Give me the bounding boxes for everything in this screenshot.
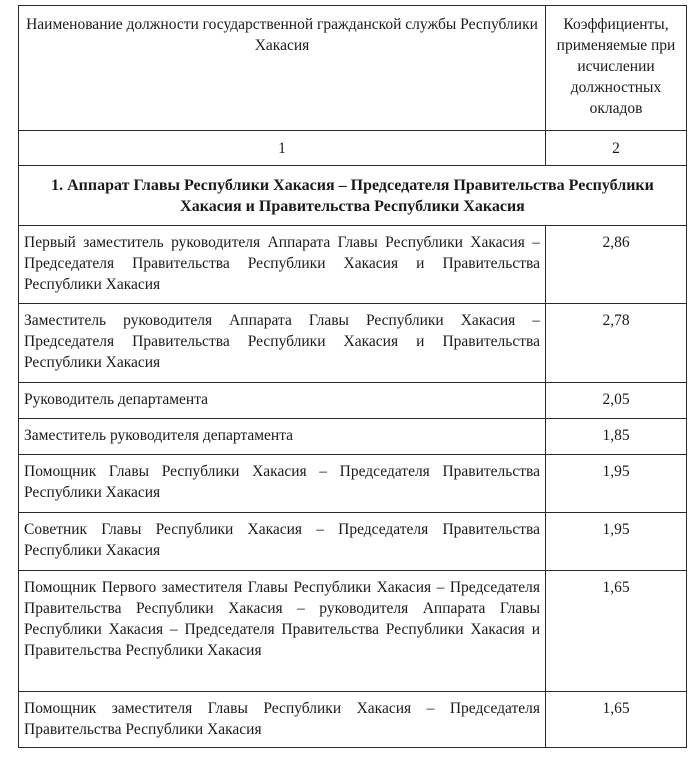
table-row bbox=[19, 419, 687, 455]
coefficient-value: 2,05 bbox=[546, 383, 687, 419]
position-name: Помощник Первого заместителя Главы Республики Хакасия – Председателя Правительства Республики Хакасия – руководителя Аппарата Главы Республики Хакасия – Председателя Правительства Республики Хакасия и Правительства Республики Хакасия bbox=[19, 571, 546, 692]
table-row bbox=[19, 692, 687, 748]
header-coefficients: Коэффициенты, применяемые при исчислении должностных окладов bbox=[546, 6, 687, 131]
table-row bbox=[19, 304, 687, 383]
coefficient-value: 2,78 bbox=[546, 304, 687, 383]
section-title: 1. Аппарат Главы Республики Хакасия – Председателя Правительства Республики Хакасия и Правительства Республики Хакасия bbox=[19, 166, 687, 226]
header-position-name: Наименование должности государственной гражданской службы Республики Хакасия bbox=[19, 6, 546, 131]
coefficients-table bbox=[18, 5, 687, 748]
section-header-row bbox=[19, 166, 687, 226]
position-name: Руководитель департамента bbox=[19, 383, 546, 419]
position-name: Помощник заместителя Главы Республики Хакасия – Председателя Правительства Республики Хакасия bbox=[19, 692, 546, 748]
column-number-1: 1 bbox=[19, 131, 546, 166]
table-row bbox=[19, 226, 687, 304]
position-name: Заместитель руководителя департамента bbox=[19, 419, 546, 455]
table-row bbox=[19, 383, 687, 419]
column-number-2: 2 bbox=[546, 131, 687, 166]
table-row bbox=[19, 571, 687, 692]
table-row bbox=[19, 513, 687, 571]
coefficient-value: 2,86 bbox=[546, 226, 687, 304]
coefficient-value: 1,85 bbox=[546, 419, 687, 455]
coefficient-value: 1,65 bbox=[546, 692, 687, 748]
coefficient-value: 1,95 bbox=[546, 455, 687, 513]
position-name: Первый заместитель руководителя Аппарата Главы Республики Хакасия – Председателя Правительства Республики Хакасия и Правительства Республики Хакасия bbox=[19, 226, 546, 304]
column-number-row bbox=[19, 131, 687, 166]
table-header-row bbox=[19, 6, 687, 131]
position-name: Помощник Главы Республики Хакасия – Председателя Правительства Республики Хакасия bbox=[19, 455, 546, 513]
coefficient-value: 1,65 bbox=[546, 571, 687, 692]
position-name: Советник Главы Республики Хакасия – Председателя Правительства Республики Хакасия bbox=[19, 513, 546, 571]
table-row bbox=[19, 455, 687, 513]
position-name: Заместитель руководителя Аппарата Главы Республики Хакасия – Председателя Правительства Республики Хакасия и Правительства Республики Хакасия bbox=[19, 304, 546, 383]
coefficient-value: 1,95 bbox=[546, 513, 687, 571]
